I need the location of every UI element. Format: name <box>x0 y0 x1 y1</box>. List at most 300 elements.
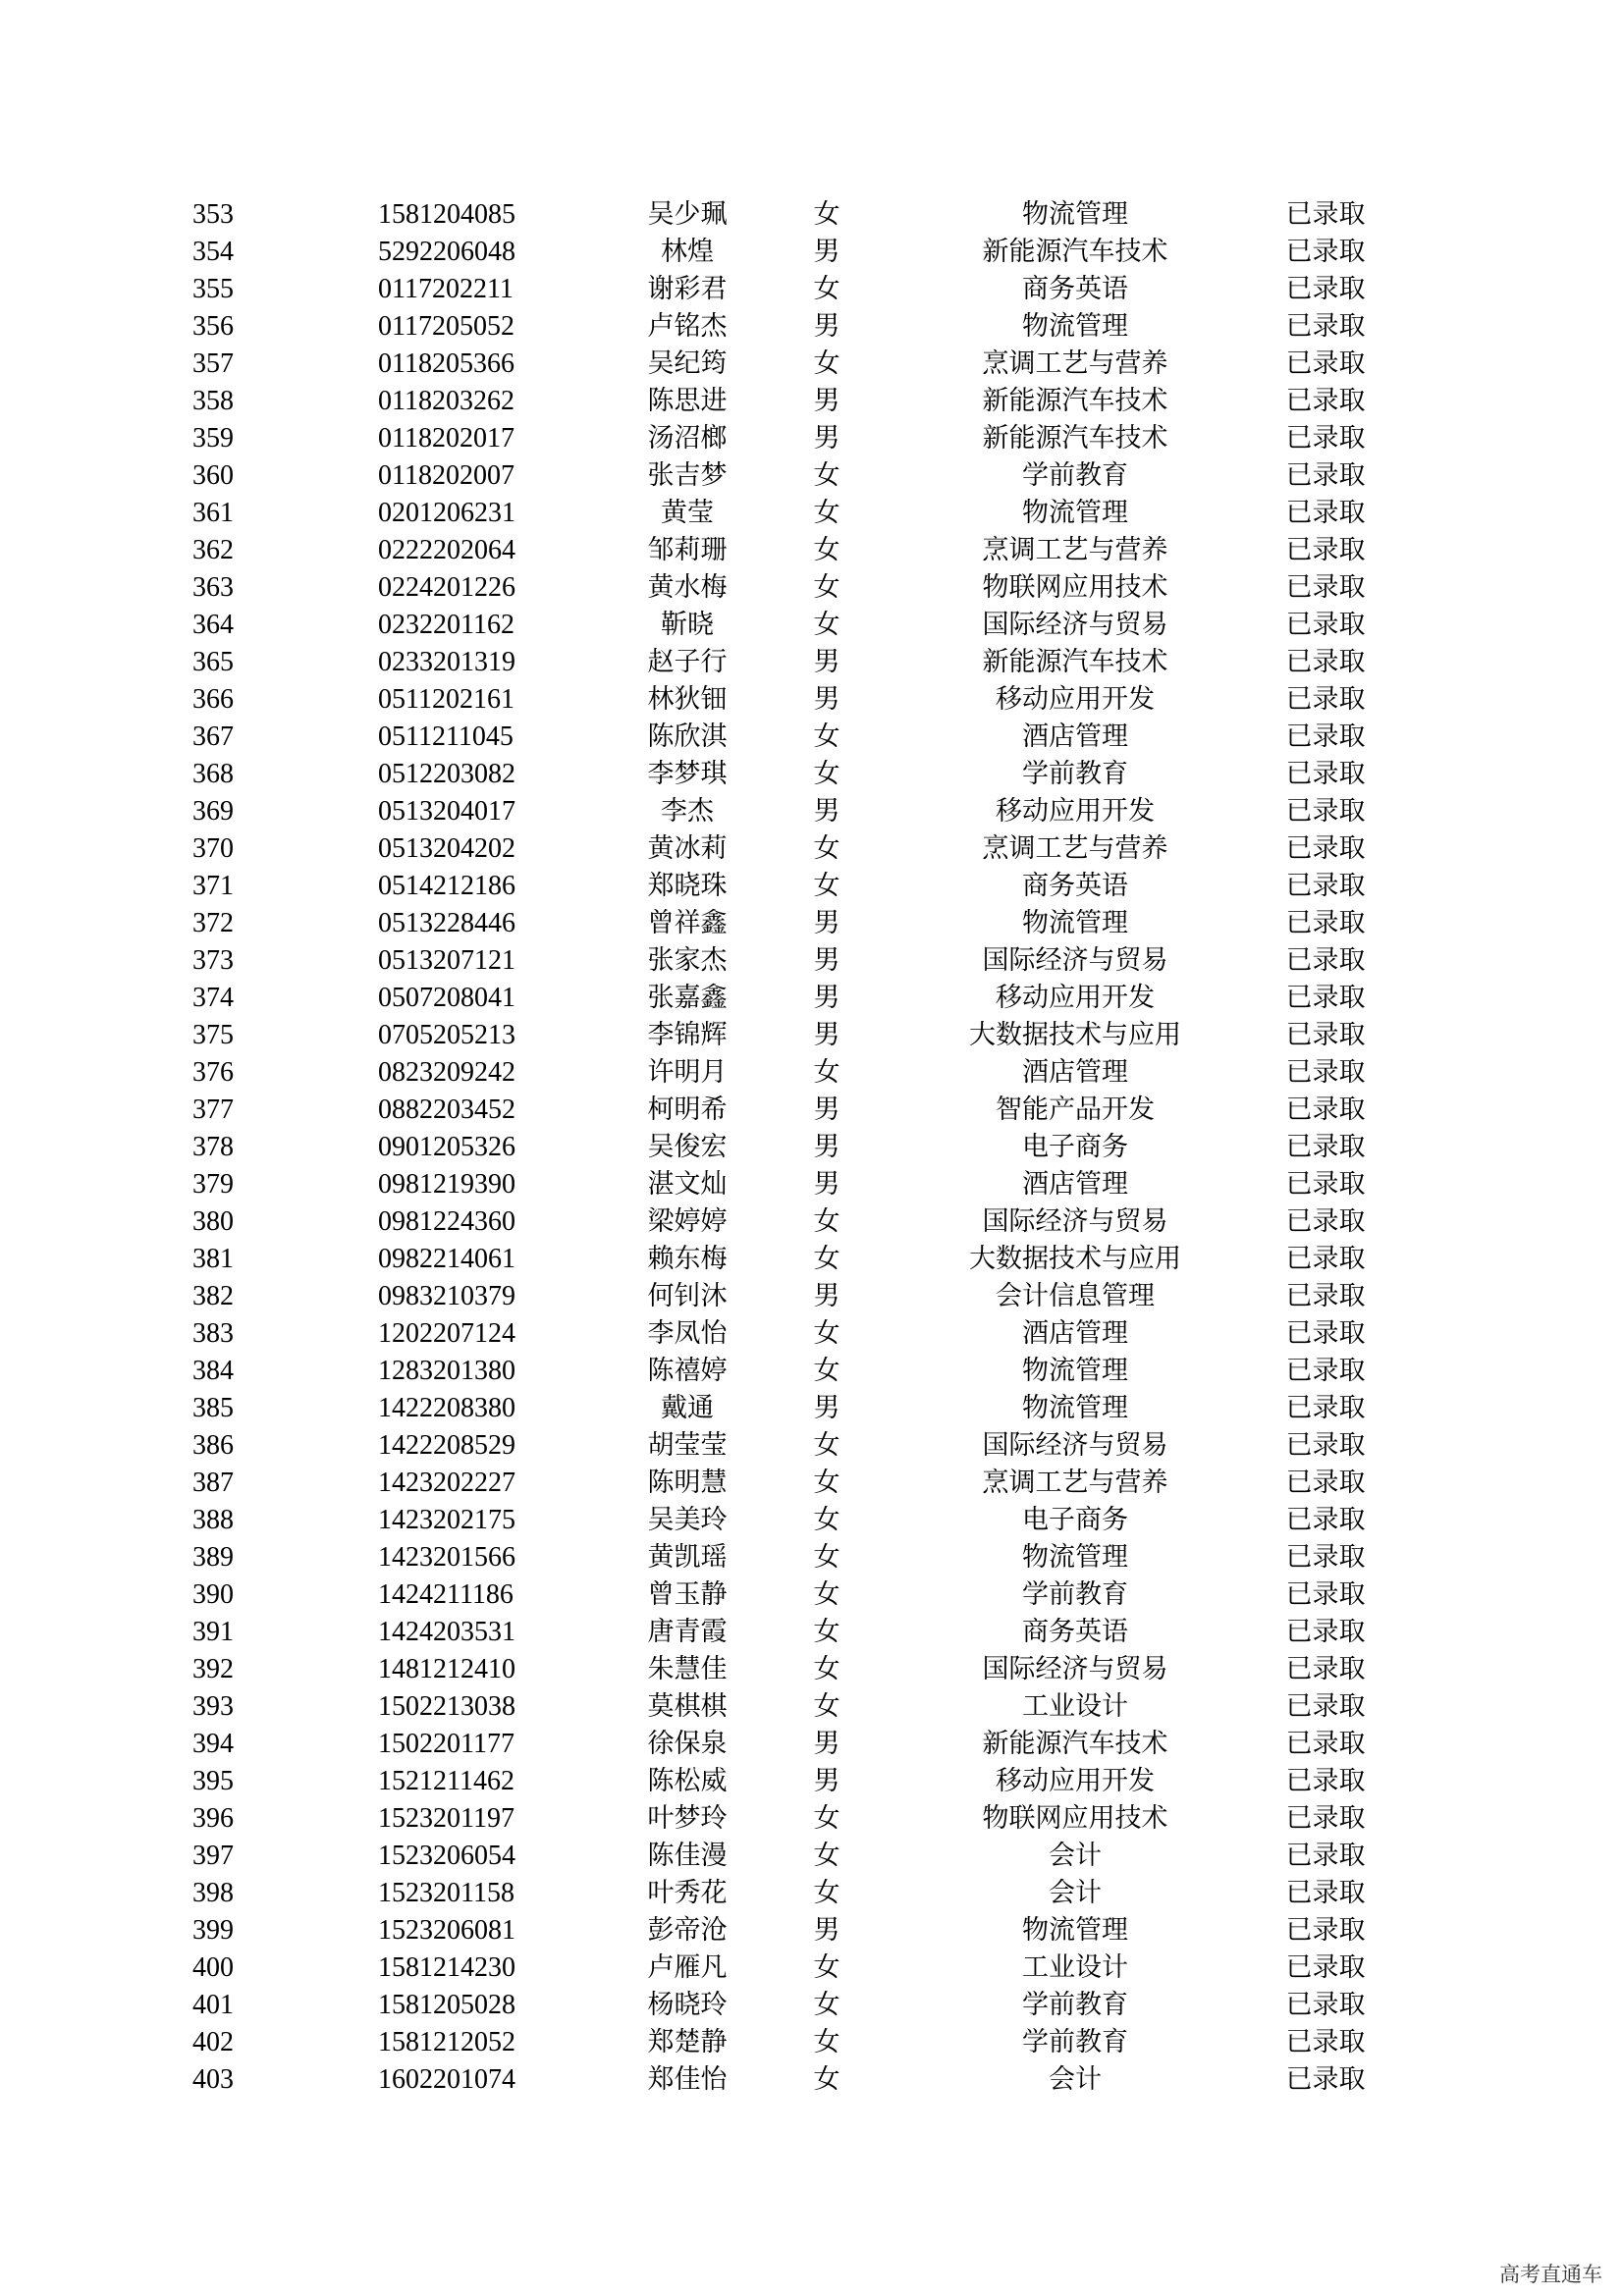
row-number: 383 <box>192 1318 234 1349</box>
major: 烹调工艺与营养 <box>982 833 1168 864</box>
major: 新能源汽车技术 <box>982 386 1168 416</box>
gender: 女 <box>813 535 840 565</box>
gender: 女 <box>813 1057 840 1088</box>
admission-status: 已录取 <box>1285 423 1366 454</box>
major: 国际经济与贸易 <box>982 1430 1168 1461</box>
table-row <box>0 1576 1624 1614</box>
candidate-id: 0514212186 <box>378 871 515 901</box>
admission-status: 已录取 <box>1285 1878 1366 1908</box>
table-row <box>0 271 1624 308</box>
admission-status: 已录取 <box>1285 796 1366 827</box>
gender: 女 <box>813 1803 840 1834</box>
watermark: 高考直通车 <box>1495 2257 1606 2290</box>
row-number: 389 <box>192 1542 234 1573</box>
gender: 女 <box>813 610 840 640</box>
gender: 女 <box>813 1542 840 1573</box>
candidate-id: 1423201566 <box>378 1542 515 1573</box>
student-name: 黄冰莉 <box>647 833 728 864</box>
major: 酒店管理 <box>1022 1169 1128 1200</box>
gender: 男 <box>813 647 840 677</box>
row-number: 387 <box>192 1468 234 1498</box>
candidate-id: 0232201162 <box>378 610 514 640</box>
table-row <box>0 1763 1624 1800</box>
candidate-id: 1581212052 <box>378 2027 515 2057</box>
table-row <box>0 868 1624 905</box>
student-name: 黄莹 <box>661 498 714 528</box>
table-row <box>0 830 1624 868</box>
table-row <box>0 495 1624 532</box>
gender: 男 <box>813 796 840 827</box>
row-number: 377 <box>192 1095 234 1125</box>
row-number: 375 <box>192 1020 234 1050</box>
major: 国际经济与贸易 <box>982 610 1168 640</box>
major: 酒店管理 <box>1022 721 1128 752</box>
table-row <box>0 942 1624 980</box>
student-name: 戴通 <box>661 1393 714 1423</box>
student-name: 李梦琪 <box>647 759 728 789</box>
admission-status: 已录取 <box>1285 1915 1366 1946</box>
row-number: 364 <box>192 610 234 640</box>
major: 智能产品开发 <box>996 1095 1155 1125</box>
row-number: 368 <box>192 759 234 789</box>
gender: 男 <box>813 1020 840 1050</box>
candidate-id: 1581205028 <box>378 1990 515 2020</box>
major: 大数据技术与应用 <box>969 1244 1181 1274</box>
gender: 女 <box>813 1654 840 1684</box>
major: 商务英语 <box>1022 1617 1128 1647</box>
admission-status: 已录取 <box>1285 1169 1366 1200</box>
table-row <box>0 420 1624 457</box>
student-name: 陈欣淇 <box>647 721 728 752</box>
major: 国际经济与贸易 <box>982 945 1168 976</box>
admission-status: 已录取 <box>1285 1244 1366 1274</box>
student-name: 邹莉珊 <box>647 535 728 565</box>
admission-status: 已录取 <box>1285 1468 1366 1498</box>
student-name: 李锦辉 <box>647 1020 728 1050</box>
student-name: 赖东梅 <box>647 1244 728 1274</box>
table-row <box>0 756 1624 793</box>
row-number: 376 <box>192 1057 234 1088</box>
row-number: 385 <box>192 1393 234 1423</box>
table-row <box>0 1465 1624 1502</box>
candidate-id: 1423202227 <box>378 1468 515 1498</box>
student-name: 陈明慧 <box>647 1468 728 1498</box>
major: 学前教育 <box>1022 460 1128 491</box>
student-name: 陈松威 <box>647 1766 728 1796</box>
gender: 女 <box>813 1430 840 1461</box>
row-number: 392 <box>192 1654 234 1684</box>
candidate-id: 1523201197 <box>378 1803 514 1834</box>
table-row <box>0 1502 1624 1539</box>
row-number: 371 <box>192 871 234 901</box>
admission-status: 已录取 <box>1285 1952 1366 1983</box>
table-row <box>0 1875 1624 1912</box>
major: 新能源汽车技术 <box>982 647 1168 677</box>
major: 酒店管理 <box>1022 1057 1128 1088</box>
major: 移动应用开发 <box>996 796 1155 827</box>
major: 物流管理 <box>1022 1542 1128 1573</box>
major: 烹调工艺与营养 <box>982 348 1168 379</box>
row-number: 359 <box>192 423 234 454</box>
table-row <box>0 1614 1624 1651</box>
gender: 男 <box>813 1915 840 1946</box>
admission-status: 已录取 <box>1285 647 1366 677</box>
admission-status: 已录取 <box>1285 1318 1366 1349</box>
major: 会计 <box>1049 1878 1102 1908</box>
student-name: 靳晓 <box>661 610 714 640</box>
gender: 女 <box>813 1206 840 1237</box>
candidate-id: 0705205213 <box>378 1020 515 1050</box>
major: 大数据技术与应用 <box>969 1020 1181 1050</box>
candidate-id: 0117202211 <box>378 274 514 304</box>
row-number: 374 <box>192 983 234 1013</box>
student-name: 唐青霞 <box>647 1617 728 1647</box>
row-number: 400 <box>192 1952 234 1983</box>
row-number: 401 <box>192 1990 234 2020</box>
student-name: 林狄钿 <box>647 684 728 715</box>
gender: 女 <box>813 1579 840 1610</box>
row-number: 399 <box>192 1915 234 1946</box>
student-name: 胡莹莹 <box>647 1430 728 1461</box>
major: 烹调工艺与营养 <box>982 1468 1168 1498</box>
candidate-id: 0507208041 <box>378 983 515 1013</box>
gender: 女 <box>813 871 840 901</box>
gender: 女 <box>813 1952 840 1983</box>
major: 物流管理 <box>1022 1915 1128 1946</box>
table-row <box>0 1539 1624 1576</box>
admission-status: 已录取 <box>1285 1841 1366 1871</box>
major: 工业设计 <box>1022 1952 1128 1983</box>
table-row <box>0 644 1624 681</box>
admission-status: 已录取 <box>1285 1095 1366 1125</box>
student-name: 梁婷婷 <box>647 1206 728 1237</box>
admission-status: 已录取 <box>1285 237 1366 267</box>
admission-status: 已录取 <box>1285 684 1366 715</box>
candidate-id: 1521211462 <box>378 1766 514 1796</box>
student-name: 陈禧婷 <box>647 1356 728 1386</box>
table-row <box>0 1241 1624 1278</box>
gender: 男 <box>813 1766 840 1796</box>
row-number: 362 <box>192 535 234 565</box>
candidate-id: 0513204202 <box>378 833 515 864</box>
row-number: 384 <box>192 1356 234 1386</box>
admission-status: 已录取 <box>1285 535 1366 565</box>
admission-status: 已录取 <box>1285 1430 1366 1461</box>
table-row <box>0 308 1624 346</box>
table-row <box>0 1651 1624 1688</box>
candidate-id: 0512203082 <box>378 759 515 789</box>
candidate-id: 0513207121 <box>378 945 515 976</box>
candidate-id: 0513204017 <box>378 796 515 827</box>
candidate-id: 0513228446 <box>378 908 515 938</box>
candidate-id: 1523206081 <box>378 1915 515 1946</box>
gender: 女 <box>813 1318 840 1349</box>
table-row <box>0 1726 1624 1763</box>
row-number: 381 <box>192 1244 234 1274</box>
gender: 男 <box>813 1729 840 1759</box>
row-number: 379 <box>192 1169 234 1200</box>
table-row <box>0 1838 1624 1875</box>
candidate-id: 0981224360 <box>378 1206 515 1237</box>
table-row <box>0 2061 1624 2099</box>
student-name: 叶秀花 <box>647 1878 728 1908</box>
student-name: 柯明希 <box>647 1095 728 1125</box>
candidate-id: 0982214061 <box>378 1244 515 1274</box>
candidate-id: 1423202175 <box>378 1505 515 1535</box>
student-name: 吴少珮 <box>647 199 728 230</box>
row-number: 396 <box>192 1803 234 1834</box>
major: 酒店管理 <box>1022 1318 1128 1349</box>
candidate-id: 0118202007 <box>378 460 514 491</box>
gender: 女 <box>813 274 840 304</box>
student-name: 曾祥鑫 <box>647 908 728 938</box>
candidate-id: 0118203262 <box>378 386 514 416</box>
table-row <box>0 1353 1624 1390</box>
row-number: 395 <box>192 1766 234 1796</box>
table-row <box>0 457 1624 495</box>
student-name: 莫棋棋 <box>647 1691 728 1722</box>
admission-status: 已录取 <box>1285 274 1366 304</box>
major: 会计 <box>1049 1841 1102 1871</box>
candidate-id: 0981219390 <box>378 1169 515 1200</box>
admission-status: 已录取 <box>1285 1729 1366 1759</box>
candidate-id: 1424203531 <box>378 1617 515 1647</box>
row-number: 372 <box>192 908 234 938</box>
admission-status: 已录取 <box>1285 721 1366 752</box>
major: 新能源汽车技术 <box>982 237 1168 267</box>
gender: 女 <box>813 1691 840 1722</box>
student-name: 朱慧佳 <box>647 1654 728 1684</box>
gender: 女 <box>813 721 840 752</box>
admission-status: 已录取 <box>1285 1132 1366 1162</box>
gender: 女 <box>813 460 840 491</box>
table-row <box>0 1092 1624 1129</box>
major: 商务英语 <box>1022 274 1128 304</box>
row-number: 355 <box>192 274 234 304</box>
major: 物联网应用技术 <box>982 1803 1168 1834</box>
admission-status: 已录取 <box>1285 199 1366 230</box>
gender: 女 <box>813 572 840 603</box>
row-number: 363 <box>192 572 234 603</box>
table-row <box>0 1129 1624 1166</box>
gender: 女 <box>813 759 840 789</box>
major: 物流管理 <box>1022 498 1128 528</box>
candidate-id: 1202207124 <box>378 1318 515 1349</box>
major: 物流管理 <box>1022 1393 1128 1423</box>
major: 物流管理 <box>1022 199 1128 230</box>
student-name: 曾玉静 <box>647 1579 728 1610</box>
admission-status: 已录取 <box>1285 945 1366 976</box>
gender: 女 <box>813 2064 840 2095</box>
gender: 男 <box>813 1281 840 1311</box>
student-name: 许明月 <box>647 1057 728 1088</box>
row-number: 390 <box>192 1579 234 1610</box>
admission-status: 已录取 <box>1285 1505 1366 1535</box>
admission-status: 已录取 <box>1285 983 1366 1013</box>
student-name: 陈佳漫 <box>647 1841 728 1871</box>
admission-status: 已录取 <box>1285 1206 1366 1237</box>
major: 国际经济与贸易 <box>982 1654 1168 1684</box>
major: 物流管理 <box>1022 908 1128 938</box>
admission-status: 已录取 <box>1285 572 1366 603</box>
table-row <box>0 1688 1624 1726</box>
admission-status: 已录取 <box>1285 498 1366 528</box>
table-row <box>0 980 1624 1017</box>
major: 移动应用开发 <box>996 1766 1155 1796</box>
gender: 女 <box>813 199 840 230</box>
student-name: 徐保泉 <box>647 1729 728 1759</box>
gender: 男 <box>813 386 840 416</box>
row-number: 369 <box>192 796 234 827</box>
admission-status: 已录取 <box>1285 386 1366 416</box>
student-name: 陈思进 <box>647 386 728 416</box>
candidate-id: 0222202064 <box>378 535 515 565</box>
gender: 女 <box>813 1356 840 1386</box>
candidate-id: 0511202161 <box>378 684 514 715</box>
student-name: 林煌 <box>661 237 714 267</box>
major: 移动应用开发 <box>996 684 1155 715</box>
candidate-id: 1283201380 <box>378 1356 515 1386</box>
table-row <box>0 569 1624 607</box>
table-row <box>0 1054 1624 1092</box>
gender: 女 <box>813 1244 840 1274</box>
row-number: 393 <box>192 1691 234 1722</box>
gender: 男 <box>813 1095 840 1125</box>
candidate-id: 1523201158 <box>378 1878 514 1908</box>
gender: 男 <box>813 684 840 715</box>
student-name: 李杰 <box>661 796 714 827</box>
table-row <box>0 1203 1624 1241</box>
major: 物流管理 <box>1022 1356 1128 1386</box>
student-name: 郑晓珠 <box>647 871 728 901</box>
candidate-id: 1424211186 <box>378 1579 514 1610</box>
major: 电子商务 <box>1022 1132 1128 1162</box>
admission-status: 已录取 <box>1285 759 1366 789</box>
admission-status: 已录取 <box>1285 1691 1366 1722</box>
gender: 女 <box>813 1505 840 1535</box>
candidate-id: 0901205326 <box>378 1132 515 1162</box>
table-row <box>0 1390 1624 1427</box>
major: 物流管理 <box>1022 311 1128 342</box>
admission-status: 已录取 <box>1285 1281 1366 1311</box>
major: 学前教育 <box>1022 759 1128 789</box>
gender: 男 <box>813 908 840 938</box>
table-row <box>0 1912 1624 1949</box>
row-number: 360 <box>192 460 234 491</box>
major: 商务英语 <box>1022 871 1128 901</box>
table-row <box>0 1800 1624 1838</box>
candidate-id: 1422208529 <box>378 1430 515 1461</box>
admission-status: 已录取 <box>1285 2027 1366 2057</box>
table-row <box>0 234 1624 271</box>
gender: 女 <box>813 833 840 864</box>
candidate-id: 0118205366 <box>378 348 514 379</box>
student-name: 郑佳怡 <box>647 2064 728 2095</box>
admission-status: 已录取 <box>1285 311 1366 342</box>
student-name: 黄凯瑶 <box>647 1542 728 1573</box>
major: 会计信息管理 <box>996 1281 1155 1311</box>
major: 烹调工艺与营养 <box>982 535 1168 565</box>
gender: 女 <box>813 1878 840 1908</box>
row-number: 382 <box>192 1281 234 1311</box>
gender: 男 <box>813 1393 840 1423</box>
gender: 男 <box>813 1169 840 1200</box>
table-row <box>0 1987 1624 2024</box>
table-row <box>0 1278 1624 1315</box>
row-number: 386 <box>192 1430 234 1461</box>
row-number: 373 <box>192 945 234 976</box>
major: 新能源汽车技术 <box>982 423 1168 454</box>
row-number: 361 <box>192 498 234 528</box>
row-number: 357 <box>192 348 234 379</box>
table-row <box>0 719 1624 756</box>
candidate-id: 1602201074 <box>378 2064 515 2095</box>
admission-status: 已录取 <box>1285 871 1366 901</box>
admission-status: 已录取 <box>1285 1020 1366 1050</box>
student-name: 汤沼榔 <box>647 423 728 454</box>
table-row <box>0 1315 1624 1353</box>
student-name: 吴美玲 <box>647 1505 728 1535</box>
major: 移动应用开发 <box>996 983 1155 1013</box>
candidate-id: 1581204085 <box>378 199 515 230</box>
row-number: 394 <box>192 1729 234 1759</box>
row-number: 356 <box>192 311 234 342</box>
student-name: 李凤怡 <box>647 1318 728 1349</box>
major: 学前教育 <box>1022 1990 1128 2020</box>
student-name: 张吉梦 <box>647 460 728 491</box>
table-row <box>0 681 1624 719</box>
admission-status: 已录取 <box>1285 1057 1366 1088</box>
major: 学前教育 <box>1022 1579 1128 1610</box>
candidate-id: 1481212410 <box>378 1654 515 1684</box>
candidate-id: 0983210379 <box>378 1281 515 1311</box>
student-name: 吴俊宏 <box>647 1132 728 1162</box>
table-row <box>0 793 1624 830</box>
candidate-id: 0823209242 <box>378 1057 515 1088</box>
table-row <box>0 1949 1624 1987</box>
row-number: 398 <box>192 1878 234 1908</box>
table-row <box>0 905 1624 942</box>
student-name: 吴纪筠 <box>647 348 728 379</box>
table-row <box>0 607 1624 644</box>
row-number: 397 <box>192 1841 234 1871</box>
row-number: 403 <box>192 2064 234 2095</box>
row-number: 366 <box>192 684 234 715</box>
row-number: 402 <box>192 2027 234 2057</box>
admission-status: 已录取 <box>1285 1654 1366 1684</box>
major: 会计 <box>1049 2064 1102 2095</box>
candidate-id: 5292206048 <box>378 237 515 267</box>
row-number: 367 <box>192 721 234 752</box>
row-number: 365 <box>192 647 234 677</box>
student-name: 何钊沐 <box>647 1281 728 1311</box>
admission-status: 已录取 <box>1285 1579 1366 1610</box>
major: 学前教育 <box>1022 2027 1128 2057</box>
gender: 男 <box>813 1132 840 1162</box>
gender: 男 <box>813 945 840 976</box>
student-name: 张嘉鑫 <box>647 983 728 1013</box>
admission-status: 已录取 <box>1285 908 1366 938</box>
row-number: 370 <box>192 833 234 864</box>
admission-status: 已录取 <box>1285 1356 1366 1386</box>
admission-status: 已录取 <box>1285 1542 1366 1573</box>
gender: 女 <box>813 348 840 379</box>
row-number: 354 <box>192 237 234 267</box>
candidate-id: 1523206054 <box>378 1841 515 1871</box>
student-name: 叶梦玲 <box>647 1803 728 1834</box>
admission-list-table <box>0 196 1624 2099</box>
gender: 男 <box>813 311 840 342</box>
